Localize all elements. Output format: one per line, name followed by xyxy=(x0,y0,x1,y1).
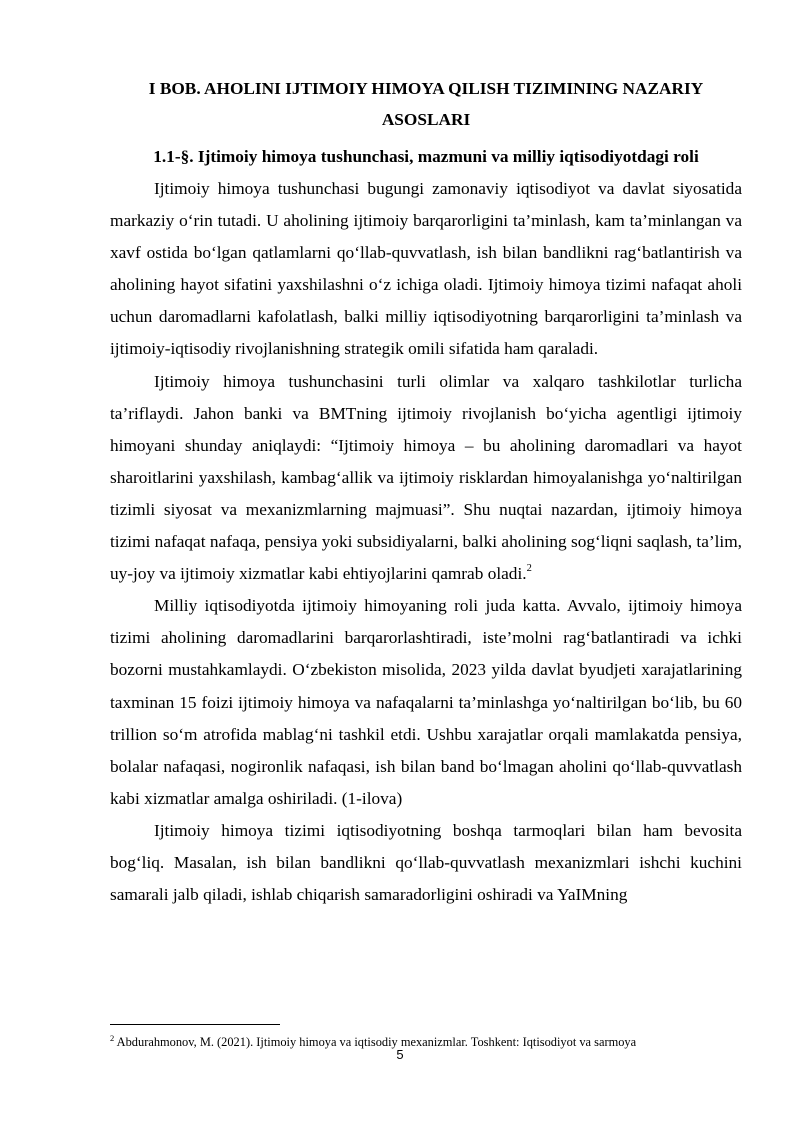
body-text xyxy=(110,173,742,911)
footnote-separator xyxy=(110,1024,280,1025)
chapter-title: I BOB. AHOLINI IJTIMOIY HIMOYA QILISH TIZIMINING NAZARIY ASOSLARI xyxy=(148,79,704,129)
footnote-text: Abdurahmonov, M. (2021). Ijtimoiy himoya va iqtisodiy mexanizmlar. Toshkent: Iqtisodiyot va sarmoya xyxy=(114,1035,637,1050)
paragraph-1: Ijtimoiy himoya tushunchasi bugungi zamonaviy iqtisodiyot va davlat siyosatida markaziy oʻrin tutadi. U aholining ijtimoiy barqarorligini ta’minlash, kam ta’minlangan va xavf ostida boʻlgan qatlamlarni qoʻllab-quvvatlash, ish bilan bandlikni ragʻbatlantirish va aholining hayot sifatini yaxshilashni oʻz ichiga oladi. Ijtimoiy himoya tizimi nafaqat aholi uchun daromadlarni kafolatlash, balki milliy iqtisodiyotning barqarorligini ta’minlash va ijtimoiy-iqtisodiy rivojlanishning strategik omili sifatida ham qaraladi. xyxy=(110,179,742,359)
footnote-marker: 2 xyxy=(110,1033,115,1043)
paragraph-2-text: Ijtimoiy himoya tushunchasini turli olimlar va xalqaro tashkilotlar turlicha ta’riflaydi. Jahon banki va BMTning ijtimoiy rivojlanish boʻyicha agentligi ijtimoiy himoyani shunday aniqlaydi: “Ijtimoiy himoya – bu aholining daromadlari va hayot sharoitlarini yaxshilash, kambagʻallik va ijtimoiy risklardan himoyalanishga yoʻnaltirilgan tizimli siyosat va mexanizmlarning majmuasi”. Shu nuqtai nazardan, ijtimoiy himoya tizimi nafaqat nafaqa, pensiya yoki subsidiyalarni, balki aholining sogʻliqni saqlash, ta’lim, uy-joy va ijtimoiy xizmatlar kabi ehtiyojlarini qamrab oladi. xyxy=(110,371,742,584)
page-number: 5 xyxy=(396,1047,404,1062)
paragraph-4: Ijtimoiy himoya tizimi iqtisodiyotning boshqa tarmoqlari bilan ham bevosita bogʻliq. Masalan, ish bilan bandlikni qoʻllab-quvvatlash mexanizmlari ishchi kuchini samarali jalb qiladi, ishlab chiqarish samaradorligini oshiradi va YaIMning xyxy=(110,820,742,905)
paragraph-3: Milliy iqtisodiyotda ijtimoiy himoyaning roli juda katta. Avvalo, ijtimoiy himoya tizimi aholining daromadlarini barqarorlashtiradi, iste’molni ragʻbatlantiradi va ichki bozorni mustahkamlaydi. Oʻzbekiston misolida, 2023 yilda davlat byudjeti xarajatlarining taxminan 15 foizi ijtimoiy himoya va nafaqalarni ta’minlashga yoʻnaltirilgan boʻlib, bu 60 trillion soʻm atrofida mablagʻni tashkil etdi. Ushbu xarajatlar orqali mamlakatda pensiya, bolalar nafaqasi, nogironlik nafaqasi, ish bilan band boʻlmagan aholini qoʻllab-quvvatlash kabi xizmatlar amalga oshiriladi. (1-ilova) xyxy=(110,596,742,808)
footnote-reference[interactable]: 2 xyxy=(526,563,532,575)
paragraph-2 xyxy=(110,366,742,591)
section-title: 1.1-§. Ijtimoiy himoya tushunchasi, mazmuni va milliy iqtisodiyotdagi roli xyxy=(153,147,699,166)
